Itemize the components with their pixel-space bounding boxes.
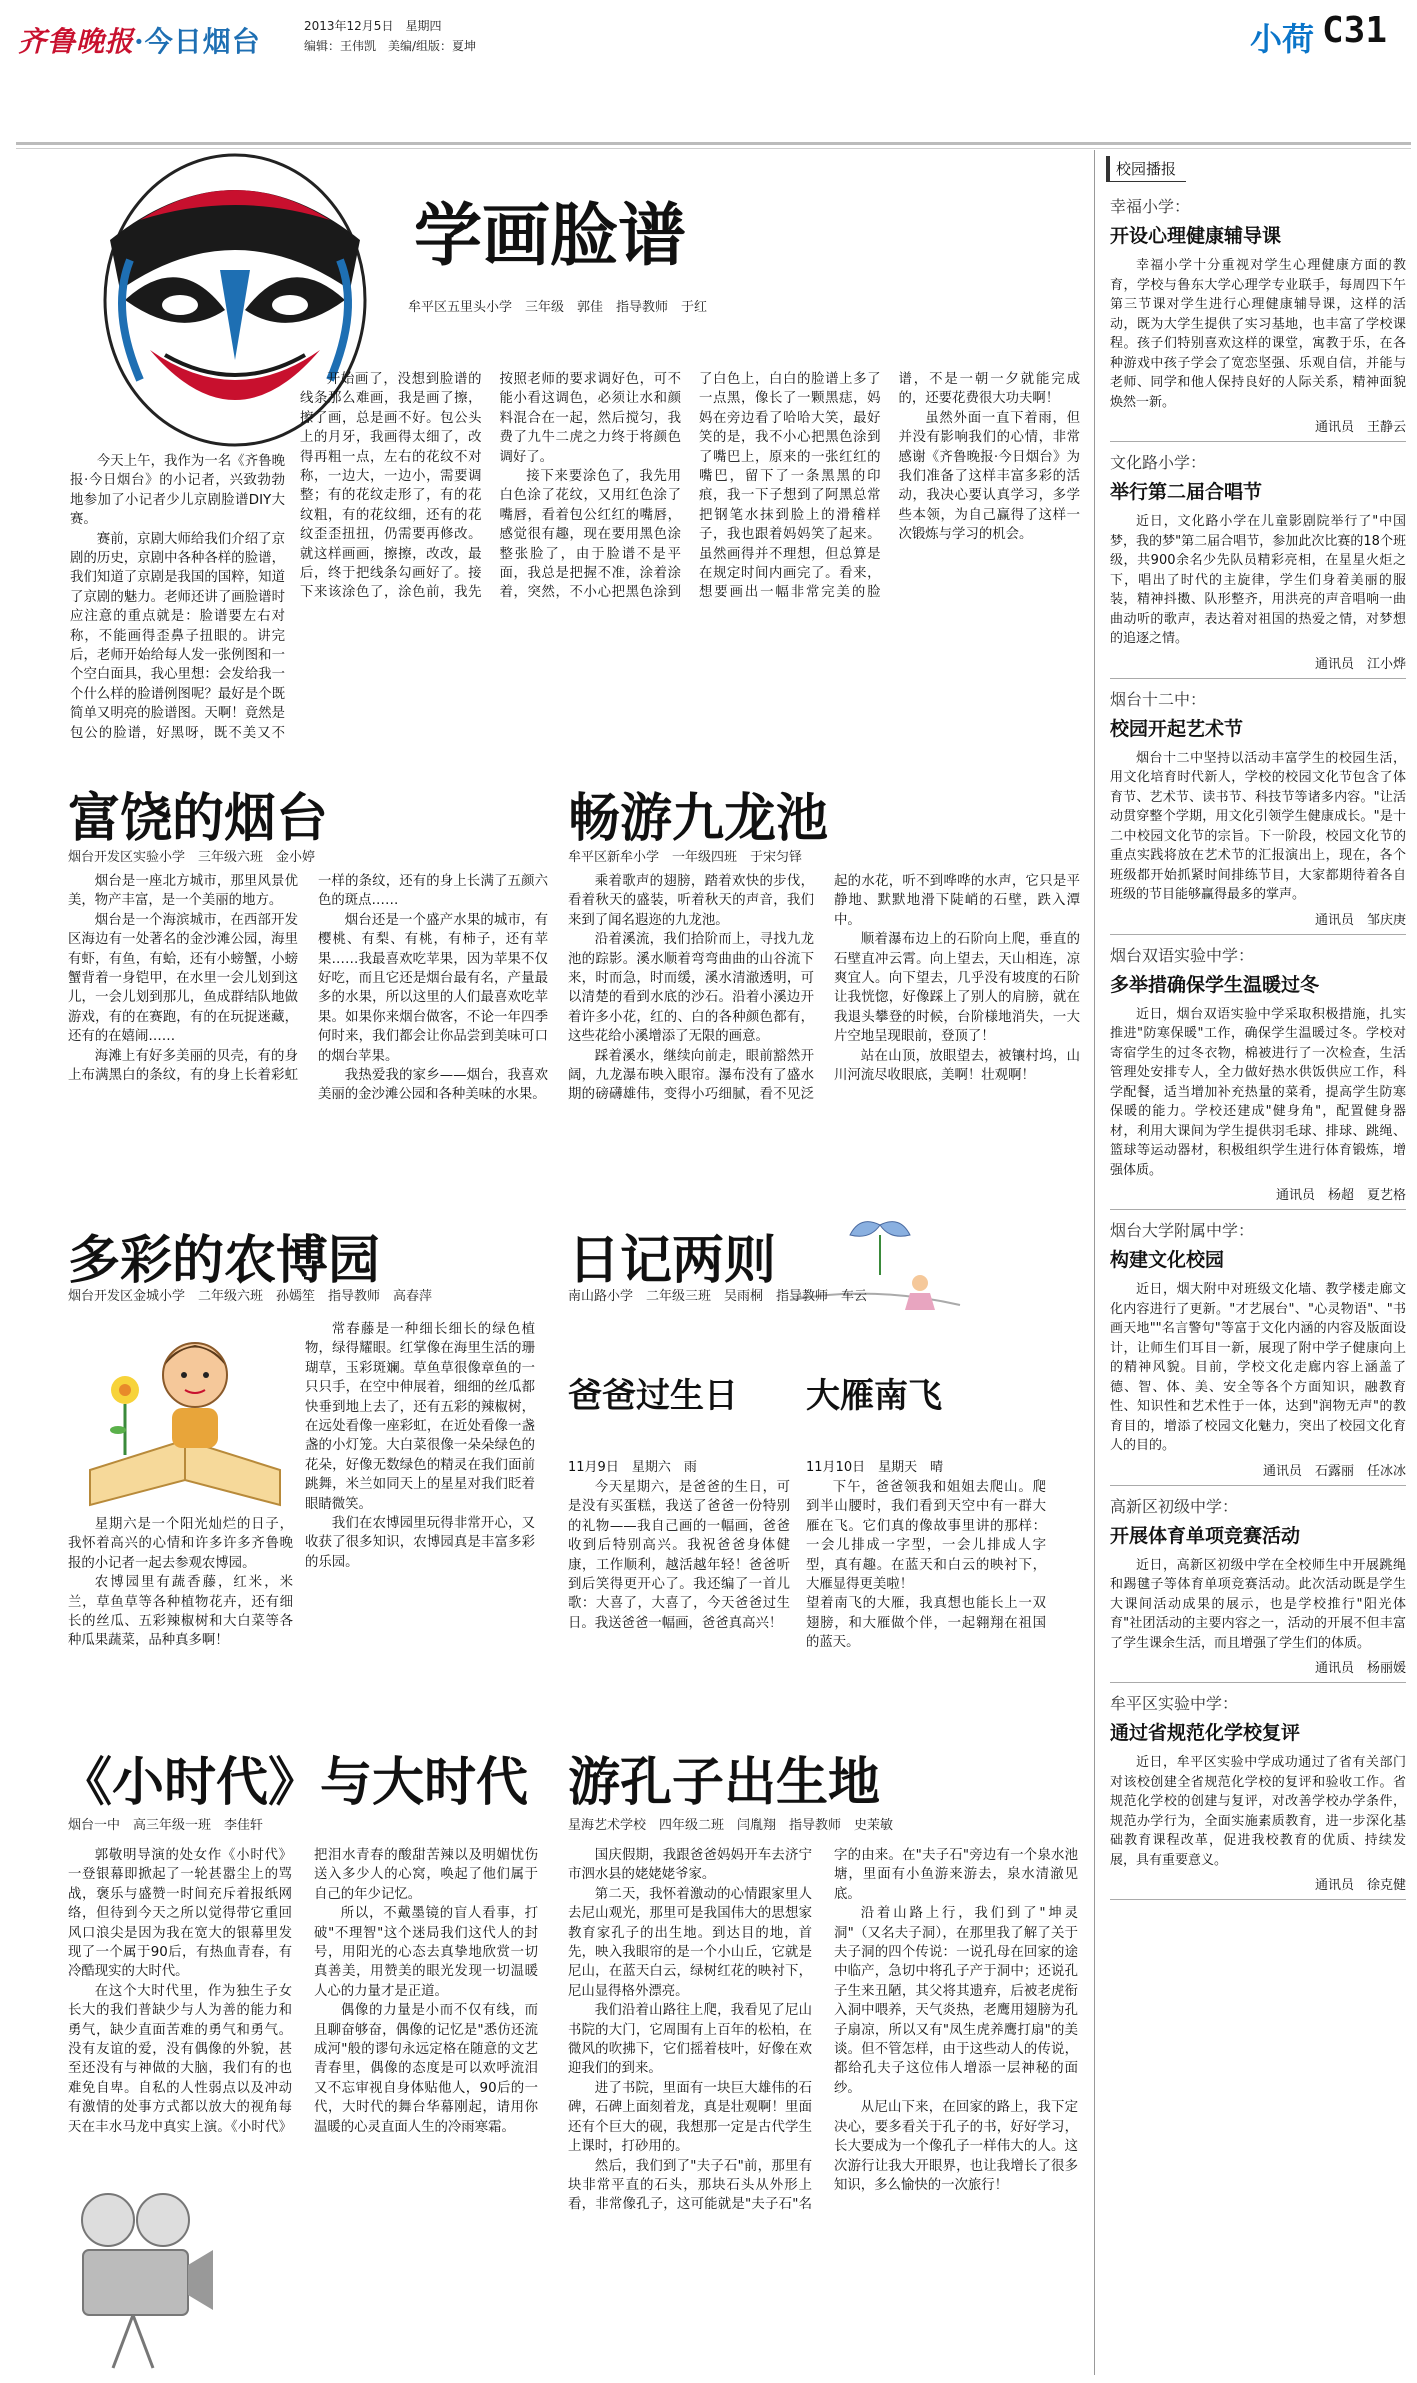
kongzi-byline: 星海艺术学校 四年级二班 闫胤翔 指导教师 史茉敏 (568, 1818, 894, 1833)
face-p5: 虽然外面一直下着雨，但并没有影响我们的心情，非常感谢《齐鲁晚报·今日烟台》为我们准备了这样丰富多彩的活动，我决心要认真学习，多学些本领，为自己赢得了这样一次锻炼与学习的机会。 (898, 410, 1080, 543)
kongzi-p2: 第二天，我怀着激动的心情跟家里人去尼山观光，那里可是我国伟大的思想家教育家孔子的出生地。到达目的地，首先，映入我眼帘的是一个小山丘，它就是尼山，在蓝天白云，绿树红花的映衬下，尼山显得格外漂亮。 (568, 1886, 812, 1999)
sidebar-news-item (1110, 943, 1406, 1211)
kongzi-p3: 我们沿着山路往上爬，我看见了尼山书院的大门，它周围有上百年的松柏，在微风的吹拂下，它们摇着枝叶，好像在欢迎我们的到来。 (568, 2003, 812, 2077)
sidebar-separator (1110, 934, 1406, 935)
sidebar-body: 幸福小学十分重视对学生心理健康方面的教育，学校与鲁东大学心理学专业联手，每周四下午第三节课对学生进行心理健康辅导课，这样的活动，既为大学生提供了实习基地，也丰富了学校课程。孩子们特别喜欢这样的课堂，寓教于乐，在各种游戏中孩子学会了宽恋坚强、乐观自信，并能与老师、同学和他人保持良好的人际关系，精神面貌焕然一新。 (1110, 258, 1406, 410)
yantai-p2: 烟台是一个海滨城市，在西部开发区海边有一处著名的金沙滩公园，海里有虾，有鱼，有蛤，还有小螃蟹，小螃蟹背着一身铠甲，在水里一会儿划到这儿，一会儿划到那儿，鱼成群结队地做游戏，有的在赛跑，有的在玩捉迷藏，还有的在嬉闹…… (68, 912, 298, 1045)
nongbo-p4: 我们在农博园里玩得非常开心，又收获了很多知识，农博园真是丰富多彩的乐园。 (305, 1516, 535, 1570)
sidebar-school: 烟台双语实验中学： (1110, 945, 1255, 965)
nongbo-byline: 烟台开发区金城小学 二年级六班 孙嫣笙 指导教师 高春萍 (68, 1289, 433, 1304)
jiulong-p1: 乘着歌声的翅膀，踏着欢快的步伐，看着秋天的盛装，听着秋天的声音，我们来到了闻名遐迩的九龙池。 (568, 874, 814, 928)
sidebar-headline: 构建文化校园 (1110, 1249, 1225, 1271)
nongbo-title: 多彩的农博园 (68, 1231, 381, 1291)
yantai-body (68, 872, 548, 1207)
diary-date2: 11月10日 星期天 晴 (806, 1460, 944, 1475)
diary-body2: 下午，爸爸领我和姐姐去爬山。爬到半山腰时，我们看到天空中有一群大雁在飞。它们真的像故事里讲的那样：一会儿排成一字型，一会儿排成人字型，真有趣。在蓝天和白云的映衬下，大雁显得更美啦！ 望着南飞的大雁，我真想也能长上一双翅膀，和大雁做个伴，一起翱翔在祖国的蓝天。 (806, 1480, 1046, 1651)
sidebar-headline: 多举措确保学生温暖过冬 (1110, 973, 1320, 996)
face-byline: 牟平区五里头小学 三年级 郭佳 指导教师 于红 (408, 300, 708, 315)
yantai-p5: 我热爱我的家乡——烟台，我喜欢美丽的金沙滩公园和各种美味的水果。 (318, 1068, 548, 1103)
sidebar-signature: 通讯员 石露丽 任冰冰 (1262, 1463, 1406, 1479)
sidebar-divider (1094, 150, 1095, 2375)
face-p1: 今天上午，我作为一名《齐鲁晚报·今日烟台》的小记者，兴致勃勃地参加了小记者少儿京剧脸谱DIY大赛。 (70, 454, 285, 528)
kongzi-body (568, 1846, 1078, 2366)
issue-date: 2013年12月5日 星期四 (304, 19, 442, 33)
page-number: C31 (1322, 10, 1388, 51)
face-p3: 开始画了，没想到脸谱的线条那么难画，我是画了擦，擦了画，总是画不好。包公头上的月牙，我画得太细了，改得再粗一点，左右的花纹不对称，一边大，一边小，需要调整；有的花纹走形了，有的花纹粗，有的花纹细，还有的花纹歪歪扭扭，仍需要再修改。就这样画画，擦擦，改改，最后，终于把线条勾画好了。接下来该涂色了，涂色前，我先按照老师的要求调好色，可不能小看这调色，必须让水和颜料混合在一起，然后搅匀，我费了九牛二虎之力终于将颜色调好了。 (300, 372, 681, 601)
face-p4: 接下来要涂色了，我先用白色涂了花纹，又用红色涂了嘴唇，看着包公红红的嘴唇，感觉很有趣，现在要用黑色涂整张脸了，由于脸谱不是平面，我总是把握不准，涂着涂着，突然，不小心把黑色涂到了白色上，白白的脸谱上多了一点黑，像长了一颗黑痣，妈妈在旁边看了哈哈大笑，最好笑的是，我不小心把黑色涂到了嘴巴上，原来的一张红红的嘴巴，留下了一条黑黑的印痕，我一下子想到了阿黑总常把钢笔水抹到脸上的滑稽样子，我也跟着妈妈笑了起来。虽然画得并不理想，但总算是在规定时间内画完了。看来，想要画出一幅非常完美的脸谱，不是一朝一夕就能完成的，还要花费很大功夫啊！ (499, 372, 1080, 601)
diary-date1: 11月9日 星期六 雨 (568, 1460, 697, 1475)
kongzi-title: 游孔子出生地 (568, 1753, 881, 1813)
sidebar-body: 近日，牟平区实验中学成功通过了省有关部门对该校创建全省规范化学校的复评和验收工作。省规范化学校的创建与复评，对改善学校办学条件，规范办学行为，全面实施素质教育，进一步深化基础教育课程改革，促进我校教育的优质、持续发展，具有重要意义。 (1110, 1755, 1406, 1868)
child-reading-illustration (80, 1320, 290, 1510)
sidebar-separator (1110, 1485, 1406, 1486)
sidebar-signature: 通讯员 杨超 夏艺格 (1275, 1188, 1406, 1203)
sidebar-separator (1110, 678, 1406, 679)
sidebar-signature: 通讯员 杨丽媛 (1314, 1661, 1406, 1676)
nongbo-p3: 常春藤是一种细长细长的绿色植物，绿得耀眼。红掌像在海里生活的珊瑚草，玉彩斑斓。草鱼草很像章鱼的一只只手，在空中伸展着，细细的丝瓜都快垂到地上去了，还有五彩的辣椒树，在远处看像一座彩虹，在近处看像一盏盏的小灯笼。大白菜很像一朵朵绿色的花朵，好像无数绿色的精灵在我们面前跳舞，米兰如同天上的星星对我们眨着眼睛微笑。 (305, 1322, 535, 1512)
sidebar-news-item (1110, 194, 1406, 442)
jiulong-p5: 站在山顶，放眼望去，被镶村坞，山川河流尽收眼底，美啊！壮观啊！ (834, 1048, 1080, 1084)
yantai-title: 富饶的烟台 (68, 789, 329, 849)
sidebar-signature: 通讯员 王静云 (1314, 420, 1406, 435)
sidebar-school: 高新区初级中学： (1110, 1496, 1239, 1516)
header-rule (16, 142, 1411, 145)
sidebar-headline: 开设心理健康辅导课 (1110, 225, 1282, 247)
sidebar-separator (1110, 1899, 1406, 1900)
sidebar-body: 近日，烟大附中对班级文化墙、教学楼走廊文化内容进行了更新。"才艺展台"、"心灵物语"、"书画天地""名言警句"等富于文化内涵的内容及版面设计，让师生们耳目一新，展现了附中学子健康向上的精神风貌。目前，学校文化走廊内容上涵盖了德、智、体、美、安全等各个方面知识，融教育性、知识性和艺术性于一体，达到"润物无声"的教育目的，增添了校园文化魅力，突出了校园文化育人的目的。 (1110, 1282, 1406, 1453)
diary-byline: 南山路小学 二年级三班 吴雨桐 指导教师 车云 (568, 1289, 868, 1304)
header-rule-thin (16, 148, 1411, 149)
diary-title: 日记两则 (568, 1231, 777, 1291)
jiulong-byline: 牟平区新牟小学 一年级四班 于宋匀铎 (568, 850, 803, 865)
face-p2: 赛前，京剧大师给我们介绍了京剧的历史，京剧中各种各样的脸谱，我们知道了京剧是我国的国粹，知道了京剧的魅力。老师还讲了画脸谱时应注意的重点就是：脸谱要左右对称，不能画得歪鼻子扭眼的。讲完后，老师开始给每人发一张例图和一个空白面具，我心里想：会发给我一个什么样的脸谱例图呢？最好是个既简单又明亮的脸谱图。天啊！竟然是包公的脸谱，好黑呀，既不美又不 (70, 531, 285, 741)
yantai-p3: 海滩上有好多美丽的贝壳，有的身上布满黑白的条纹，有的身上长着彩虹一样的条纹，还有的身上长满了五颜六色的斑点…… (68, 874, 548, 1084)
diary-sub2: 大雁南飞 (806, 1376, 942, 1416)
film-camera-illustration (68, 2190, 218, 2370)
sidebar-body: 近日，烟台双语实验中学采取积极措施，扎实推进"防寒保暖"工作，确保学生温暖过冬。学校对寄宿学生的过冬衣物，棉被进行了一次检查，生活管理处安排专人，全力做好热水供饭供应工作，科学配餐，适当增加补充热量的菜肴，提高学生防寒保暖的能力。学校还建成"健身角"，配置健身器材，利用大课间为学生提供羽毛球、排球、跳绳、篮球等运动器材，积极组织学生进行体育锻炼，增强体质。 (1110, 1006, 1406, 1178)
jiulong-p4: 顺着瀑布边上的石阶向上爬，垂直的石壁直冲云霄。向上望去，天山相连，凉爽宜人。向下望去，几乎没有坡度的石阶让我恍惚，好像踩上了别人的肩膀，就在我退头攀登的时候，台阶様地消失，一大片空地呈现眼前，登顶了！ (834, 932, 1080, 1045)
yantai-p4: 烟台还是一个盛产水果的城市，有樱桃、有梨、有桃，有柿子，还有苹果……我最喜欢吃苹果，因为苹果不仅好吃，而且它还是烟台最有名，产量最多的水果，所以这里的人们最喜欢吃苹果。如果你来烟台做客，不论一年四季何时来，我们都会让你品尝到美味可口的烟台苹果。 (318, 912, 548, 1064)
sidebar-separator (1110, 1209, 1406, 1210)
sidebar-school: 烟台十二中： (1110, 689, 1207, 709)
sidebar-school: 烟台大学附属中学： (1110, 1221, 1255, 1240)
sidebar-body: 近日，高新区初级中学在全校师生中开展跳绳和踢毽子等体育单项竞赛活动。此次活动既是学生大课间活动成果的展示，也是学校推行"阳光体育"社团活动的主要内容之一，活动的开展不但丰富了学生课余生活，而且增强了学生们的体质。 (1110, 1557, 1406, 1651)
sidebar-tag: 校园播报 (1106, 156, 1186, 182)
sidebar-headline: 开展体育单项竞赛活动 (1110, 1524, 1301, 1547)
sidebar-headline: 校园开起艺术节 (1110, 717, 1244, 740)
sidebar-school: 幸福小学： (1110, 197, 1191, 216)
sidebar-separator (1110, 1682, 1406, 1683)
diary-body1: 今天星期六，是爸爸的生日，可是没有买蛋糕，我送了爸爸一份特别的礼物——我自己画的一幅画，爸爸收到后特别高兴。我祝爸爸身体健康，工作顺利，越活越年轻！爸爸听到后笑得更开心了。我还编了一首儿歌：大喜了，大喜了，今天爸爸过生日。我送爸爸一幅画，爸爸真高兴！ (568, 1480, 790, 1631)
sidebar-separator (1110, 441, 1406, 442)
sidebar-school: 文化路小学： (1110, 453, 1207, 472)
sidebar-signature: 通讯员 邹庆庚 (1314, 912, 1406, 928)
sidebar-body: 近日，文化路小学在儿童影剧院举行了"中国梦，我的梦"第二届合唱节，参加此次比赛的18个班级，共900余名少先队员精彩亮相，在星星火炬之下，唱出了时代的主旋律，学生们身着美丽的服装，精神抖擞、队形整齐，用洪亮的声音唱响一曲曲动听的歌声，表达着对祖国的热爱之情，对梦想的追逐之情。 (1110, 514, 1406, 646)
diary-sub1: 爸爸过生日 (568, 1376, 738, 1416)
newspaper-logo: 齐鲁晚报·今日烟台 (18, 25, 261, 58)
sidebar-news-item (1110, 1691, 1406, 1900)
yantai-p1: 烟台是一座北方城市，那里风景优美，物产丰富，是一个美丽的地方。 (68, 874, 298, 909)
times-p2: 在这个大时代里，作为独生子女长大的我们普缺少与人为善的能力和勇气，缺少直面苦难的勇气和勇气。没有友谊的爱，没有偶像的外貌，甚至还没有与神做的大脑，我们有的也难免自卑。自私的人性弱点以及冲动有激情的处事方式都以放大的视角每天在丰水马龙中真实上演。《小时代》把泪水青春的酸甜苦辣以及明媚忧伤送入多少人的心窝，唤起了他们属于自己的年少记忆。 (68, 1848, 538, 2135)
face-title: 学画脸谱 (414, 197, 687, 276)
jiulong-title: 畅游九龙池 (568, 789, 829, 849)
nongbo-col2 (305, 1320, 535, 1655)
face-cols (300, 370, 1080, 740)
editors: 编辑：王伟凯 美编/组版：夏坤 (304, 39, 477, 53)
jiulong-p2: 沿着溪流，我们拾阶而上，寻找九龙池的踪影。溪水顺着弯弯曲曲的山谷流下来，时而急，时而缓，溪水清澈透明，可以清楚的看到水底的沙石。沿着小溪边开着许多小花，红的、白的各种颜色都有，这些花给小溪增添了无限的画意。 (568, 932, 814, 1045)
times-p4: 偶像的力量是小而不仅有线，而且聊奋够奋，偶像的记忆是"悉仿还流成河"般的谬句永远定格在随意的文艺青春里，偶像的态度是可以欢呼流泪又不忘审视自身体贴他人，90后的一代，大时代的舞台华幕刚起，请用你温暖的心灵直面人生的冷雨寒霜。 (314, 2003, 538, 2135)
sidebar-body: 烟台十二中坚持以活动丰富学生的校园生活，用文化培育时代新人，学校的校园文化节包含了体育节、艺术节、读书节、科技节等诸多内容。"让活动贯穿整个学期，用文化引领学生健康成长。"是十二中校园文化节的宗旨。下一阶段，校园文化节的重点实践将放在艺术节的汇报演出上，现在，各个班级都开始抓紧时间排练节目，大家都期待着各自班级的节目能够赢得最多的掌声。 (1110, 750, 1406, 902)
flower-fairy-illustration (770, 1205, 980, 1325)
kongzi-p4: 进了书院，里面有一块巨大雄伟的石碑，石碑上面刻着龙，真是壮观啊！里面还有个巨大的砚，我想那一定是古代学生上课时，打砂用的。 (568, 2080, 812, 2155)
sidebar-headline: 举行第二届合唱节 (1110, 481, 1263, 503)
times-p3: 所以，不戴墨镜的盲人看事，打破"不理智"这个迷局我们这代人的封号，用阳光的心态去真挚地欣赏一切真善美，用赞美的眼光发现一切温暖人心的力量才是正道。 (314, 1906, 538, 1999)
times-p1: 郭敬明导演的处女作《小时代》一登银幕即掀起了一轮甚嚣尘上的骂战，褒乐与盛赞一时间充斥着报纸网络，但待到今天之所以觉得带它重回风口浪尖是因为我在宽大的银幕里发现了一个属于90后，有热血青春，有冷酷现实的大时代。 (68, 1848, 292, 1980)
yantai-byline: 烟台开发区实验小学 三年级六班 金小婷 (68, 850, 316, 865)
sidebar-signature: 通讯员 徐克健 (1314, 1878, 1406, 1893)
nongbo-p2: 农博园里有蔬香藤，红米，米兰，草鱼草等各种植物花卉，还有细长的丝瓜、五彩辣椒树和大白菜等各种瓜果蔬菜，品种真多啊！ (68, 1575, 293, 1649)
kongzi-p6: 沿着山路上行，我们到了"坤灵洞"（又名夫子洞），在那里我了解了关于夫子洞的四个传说：一说孔母在回家的途中临产，急切中将孔子产于洞中；还说孔子生来丑陋，其父将其遗弃，后被老虎衔入洞中喂养，天气炎热，老鹰用翅膀为孔子扇凉，所以又有"凤生虎养鹰打扇"的美谈。但不管怎样，由于这些动人的传说，都给孔夫子这位伟人增添一层神秘的面纱。 (834, 1906, 1078, 2096)
kongzi-p5: 然后，我们到了"夫子石"前，那里有块非常平直的石头，那块石头从外形上看，非常像孔子，这可能就是"夫子石"名字的由来。在"夫子石"旁边有一个泉水池塘，里面有小鱼游来游去，泉水清澈见底。 (568, 1848, 1078, 2213)
sidebar-news-item (1110, 687, 1406, 935)
sidebar-news-item (1110, 450, 1406, 679)
sidebar (1110, 194, 1406, 1908)
page-name: 小荷 (1250, 20, 1315, 58)
sidebar-headline: 通过省规范化学校复评 (1110, 1722, 1301, 1744)
jiulong-body (568, 872, 1080, 1207)
sidebar-signature: 通讯员 江小烨 (1314, 656, 1406, 672)
sidebar-news-item (1110, 1494, 1406, 1684)
kongzi-p1: 国庆假期，我跟爸爸妈妈开车去济宁市泗水县的姥姥姥爷家。 (568, 1848, 812, 1883)
nongbo-col1 (68, 1515, 293, 1655)
kongzi-p7: 从尼山下来，在回家的路上，我下定决心，要多看关于孔子的书，好好学习，长大要成为一个像孔子一样伟大的人。这次游行让我大开眼界，也让我增长了很多知识，多么愉快的一次旅行！ (834, 2100, 1078, 2193)
sidebar-school: 牟平区实验中学： (1110, 1694, 1239, 1713)
times-title: 《小时代》与大时代 (60, 1753, 529, 1813)
nongbo-p1: 星期六是一个阳光灿烂的日子，我怀着高兴的心情和许多许多齐鲁晚报的小记者一起去参观农博园。 (68, 1517, 293, 1571)
sidebar-news-item (1110, 1218, 1406, 1486)
face-col1 (70, 452, 285, 742)
times-byline: 烟台一中 高三年级一班 李佳轩 (68, 1818, 264, 1833)
masthead (0, 0, 1417, 70)
issue-meta (304, 16, 476, 56)
jiulong-p3: 踩着溪水，继续向前走，眼前豁然开阔，九龙瀑布映入眼帘。瀑布没有了盛水期的磅礴雄伟，变得小巧细腻，看不见泛起的水花，听不到哗哗的水声，它只是平静地、默默地滑下陡峭的石壁，跌入潭中。 (568, 874, 1080, 1103)
